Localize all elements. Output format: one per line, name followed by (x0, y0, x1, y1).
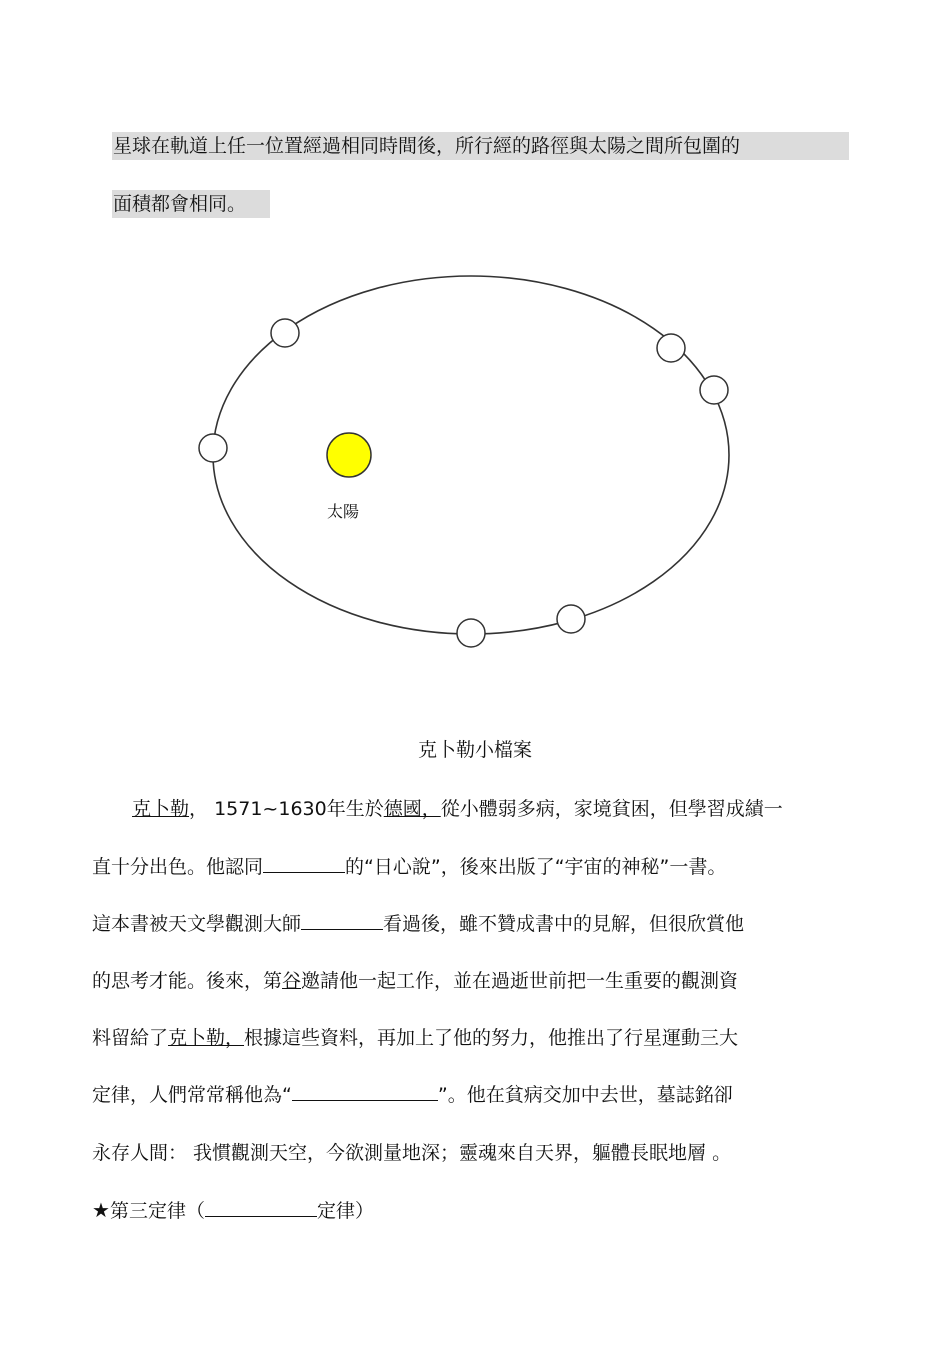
text-segment: 料留給了 (92, 1027, 169, 1049)
planet-circle (199, 434, 227, 462)
profile-line-5 (92, 1024, 738, 1052)
text-segment: ， (189, 798, 209, 820)
kepler-name: 克卜勒， (168, 1027, 245, 1049)
text-segment: 定律） (316, 1200, 374, 1222)
third-law-line (92, 1196, 374, 1225)
fill-in-blank (292, 1082, 438, 1101)
sun-circle (327, 433, 371, 477)
profile-line-1 (92, 795, 783, 823)
text-segment: 從小體弱多病，家境貧困，但學習成績一 (440, 798, 783, 820)
star-icon: ★ (92, 1198, 110, 1222)
profile-line-3 (92, 910, 744, 938)
birth-years: 1571~1630 (214, 798, 327, 820)
country-name: 德國， (383, 798, 441, 820)
text-segment: 看過後，雖不贊成書中的見解，但很欣賞他 (383, 913, 745, 935)
fill-in-blank (205, 1198, 317, 1217)
text-segment: ”。他在貧病交加中去世，墓誌銘卻 (437, 1084, 733, 1106)
text-segment: 根據這些資料，再加上了他的努力，他推出了行星運動三大 (244, 1027, 739, 1049)
planet-circle (700, 376, 728, 404)
profile-line-2 (92, 853, 726, 881)
profile-line-7: 永存人間： 我慣觀測天空，今欲測量地深；靈魂來自天界，軀體長眠地層 。 (92, 1142, 732, 1164)
planet-circle (557, 605, 585, 633)
text-segment: 第三定律（ (109, 1200, 205, 1222)
planet-circle (271, 319, 299, 347)
text-segment: 的“日心說”，後來出版了“宇宙的神秘”一書。 (345, 856, 727, 878)
profile-line-4 (92, 967, 738, 995)
text-segment: 定律，人們常常稱他為“ (92, 1084, 292, 1106)
text-segment: 的思考才能。後來，第 (92, 970, 283, 992)
planet-circle (457, 619, 485, 647)
text-segment: 這本書被天文學觀測大師 (92, 913, 302, 935)
highlighted-text-line-1: 星球在軌道上任一位置經過相同時間後，所行經的路徑與太陽之間所包圍的 (112, 132, 849, 160)
kepler-name: 克卜勒 (132, 798, 190, 820)
fill-in-blank (263, 854, 345, 873)
text-segment: 直十分出色。他認同 (92, 856, 264, 878)
tycho-name: 谷 (282, 970, 302, 992)
sun-label: 太陽 (327, 502, 360, 521)
profile-line-6 (92, 1081, 733, 1109)
text-segment: 年生於 (326, 798, 384, 820)
text-segment: 邀請他一起工作，並在過逝世前把一生重要的觀測資 (301, 970, 739, 992)
profile-title: 克卜勒小檔案 (417, 739, 532, 761)
planet-circle (657, 334, 685, 362)
fill-in-blank (301, 911, 383, 930)
highlighted-text-line-2: 面積都會相同。 (112, 190, 270, 218)
